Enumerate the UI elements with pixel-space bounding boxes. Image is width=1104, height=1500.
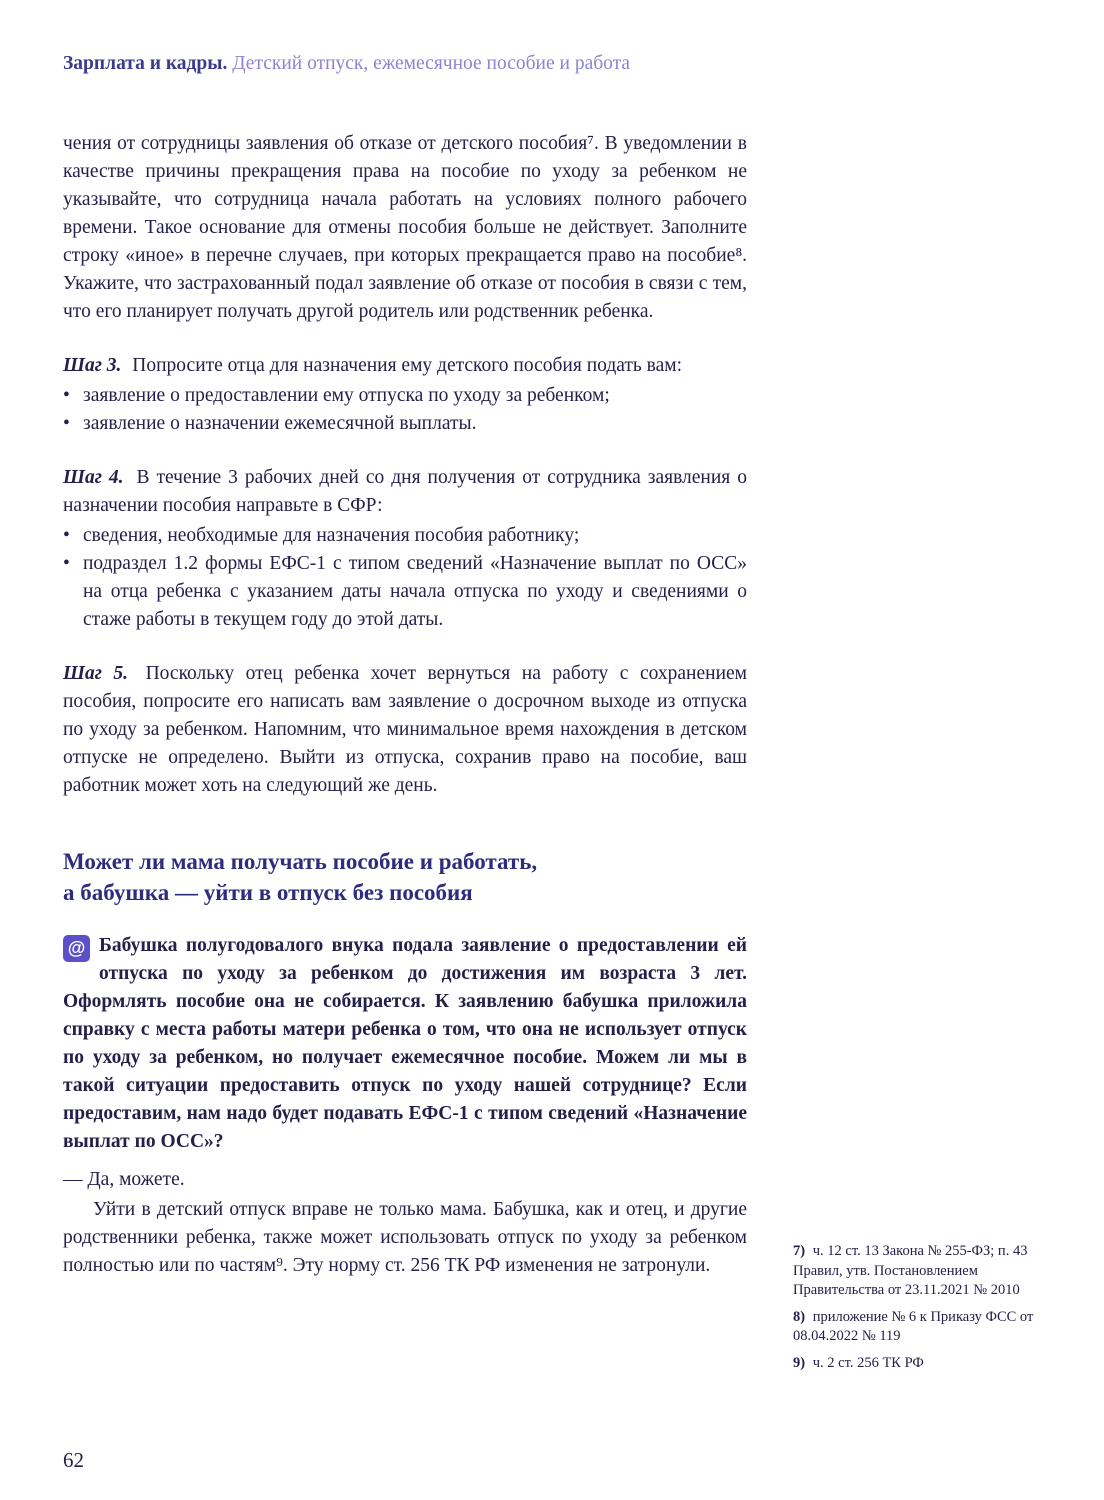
footnote-number: 8) <box>793 1308 806 1325</box>
running-header <box>63 52 963 76</box>
footnote-text: ч. 12 ст. 13 Закона № 255-ФЗ; п. 43 Правил, утв. Постановлением Правительства от 23.11.2021 № 2010 <box>793 1243 1028 1298</box>
footnote <box>793 1308 1045 1347</box>
list-item <box>63 382 747 410</box>
footnote-number: 9) <box>793 1354 806 1371</box>
step-5-text: Поскольку отец ребенка хочет вернуться на работу с сохранением пособия, попросите его написать вам заявление о досрочном выходе из отпуска по уходу за ребенком. Напомним, что минимальное время нахождения в детском отпуске не определено. Выйти из отпуска, сохранив право на пособие, ваш работник может хоть на следующий же день. <box>63 663 747 796</box>
footnote-number: 7) <box>793 1243 806 1259</box>
page-number: 62 <box>63 1448 84 1472</box>
answer-line: — Да, можете. <box>63 1169 185 1190</box>
step-3-text: Попросите отца для назначения ему детского пособия подать вам: <box>132 355 683 376</box>
step-3-paragraph <box>63 352 747 380</box>
list-item-text: подраздел 1.2 формы ЕФС-1 с типом сведений «Назначение выплат по ОСС» на отца ребенка с указанием даты начала отпуска по уходу и сведениями о стаже работы в текущем году до этой даты. <box>83 553 747 630</box>
list-item <box>63 522 747 550</box>
bullet-marker: • <box>63 525 70 546</box>
question-text: Бабушка полугодовалого внука подала заявление о предоставлении ей отпуска по уходу за ребенком до достижения им возраста 3 лет. Оформлять пособие она не собирается. К заявлению бабушка приложила справку с места работы матери ребенка о том, что она не использует отпуск по уходу за ребенком, но получает ежемесячное пособие. Можем ли мы в такой ситуации предоставить отпуск по уходу нашей сотруднице? Если предоставим, нам надо будет подавать ЕФС-1 с типом сведений «Назначение выплат по ОСС»? <box>63 935 747 1152</box>
step-4-label: Шаг 4. <box>63 467 124 488</box>
section-heading-line-1: Может ли мама получать пособие и работать, <box>63 849 538 874</box>
closing-paragraph: Уйти в детский отпуск вправе не только мама. Бабушка, как и отец, и другие родственники ребенка, также может использовать отпуск по уходу за ребенком полностью или по частям⁹. Эту норму ст. 256 ТК РФ изменения не затронули. <box>63 1199 747 1276</box>
header-article-title: Детский отпуск, ежемесячное пособие и работа <box>232 53 631 74</box>
lead-paragraph: чения от сотрудницы заявления об отказе от детского пособия⁷. В уведомлении в качестве причины прекращения права на пособие по уходу за ребенком не указывайте, что сотрудница начала работать на условиях полного рабочего времени. Такое основание для отмены пособия больше не действует. Заполните строку «иное» в перечне случаев, при которых прекращается право на пособие⁸. Укажите, что застрахованный подал заявление об отказе от пособия в связи с тем, что его планирует получать другой родитель или родственник ребенка. <box>63 133 747 322</box>
section-heading <box>63 846 747 908</box>
footnote <box>793 1354 1045 1374</box>
list-item <box>63 550 747 634</box>
main-column <box>63 130 747 1280</box>
step-4-paragraph <box>63 464 747 520</box>
list-item-text: заявление о предоставлении ему отпуска по уходу за ребенком; <box>83 385 610 406</box>
step-4-bullet-list <box>63 522 747 634</box>
footnote-text: приложение № 6 к Приказу ФСС от 08.04.2022 № 119 <box>793 1308 1034 1344</box>
step-5-label: Шаг 5. <box>63 663 129 684</box>
footnote <box>793 1242 1045 1301</box>
step-3-bullet-list <box>63 382 747 438</box>
at-icon: @ <box>63 935 90 962</box>
bullet-marker: • <box>63 413 70 434</box>
footnote-text: ч. 2 ст. 256 ТК РФ <box>812 1354 924 1371</box>
question-paragraph <box>63 932 747 1156</box>
list-item-text: сведения, необходимые для назначения пособия работнику; <box>83 525 580 546</box>
header-section-title: Зарплата и кадры. <box>63 53 228 74</box>
step-3-label: Шаг 3. <box>63 355 122 376</box>
bullet-marker: • <box>63 553 70 574</box>
list-item <box>63 410 747 438</box>
list-item-text: заявление о назначении ежемесячной выплаты. <box>83 413 477 434</box>
step-4-text: В течение 3 рабочих дней со дня получения от сотрудника заявления о назначении пособия направьте в СФР: <box>63 467 747 516</box>
bullet-marker: • <box>63 385 70 406</box>
footnotes-column <box>793 1242 1045 1380</box>
section-heading-line-2: а бабушка — уйти в отпуск без пособия <box>63 880 473 905</box>
step-5-paragraph <box>63 660 747 800</box>
